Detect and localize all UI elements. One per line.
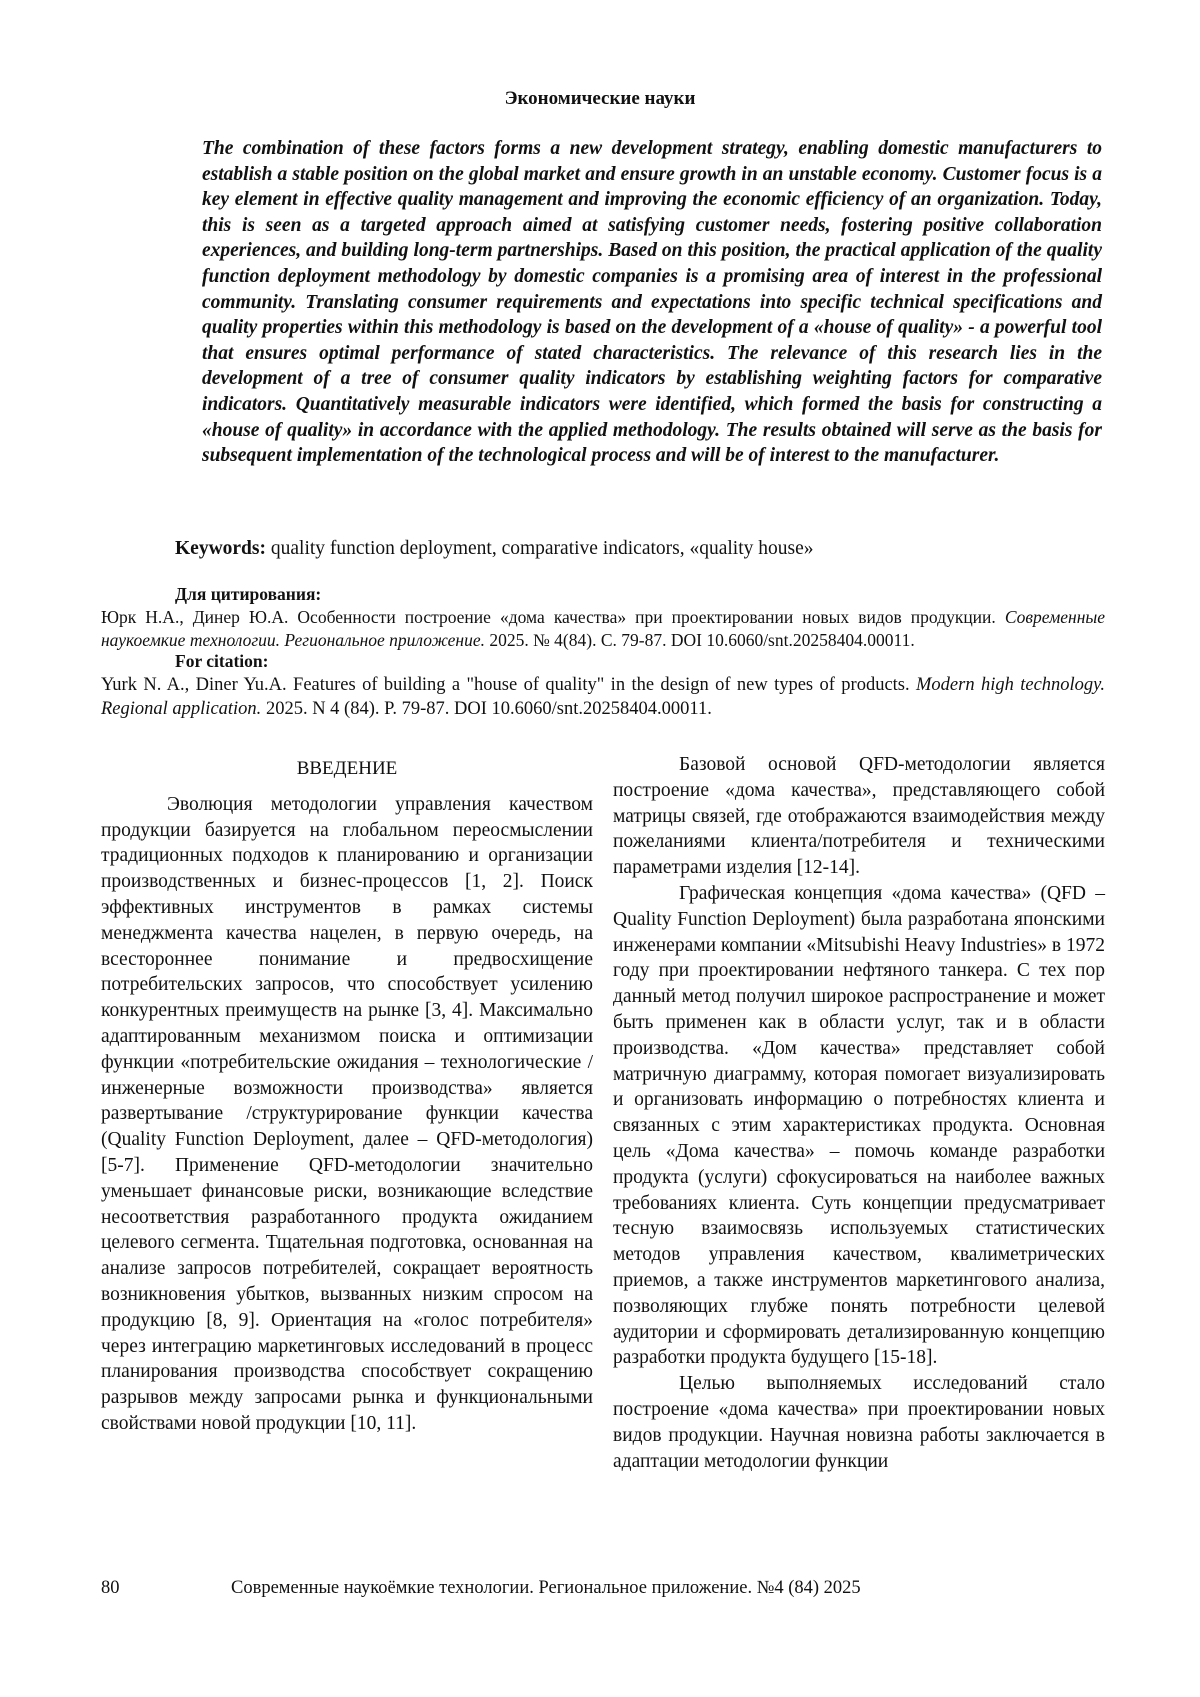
citation-ru-body [101,606,1105,652]
citation-en-heading: For citation: [175,651,269,671]
keywords-label: Keywords: [175,538,266,559]
citation-ru-details: 2025. № 4(84). С. 79-87. DOI 10.6060/snt.20258404.00011. [484,630,915,650]
left-paragraph-1: Эволюция методологии управления качеством продукции базируется на глобальном переосмыслении традиционных подходов к планированию и организации производственных и бизнес-процессов [1, 2]. Поиск эффективных инструментов в рамках системы менеджмента качества нацелен, в первую очередь, на всестороннее понимание и предвосхищение потребительских запросов, что способствует усилению конкурентных преимуществ на рынке [3, 4]. Максимально адаптированным механизмом поиска и оптимизации функции «потребительские ожидания – технологические / инженерные возможности производства» является развертывание /структурирование функции качества (Quality Function Deployment, далее – QFD-методология) [5-7]. Применение QFD-методологии значительно уменьшает финансовые риски, возникающие вследствие несоответствия разработанного продукта ожиданием целевого сегмента. Тщательная подготовка, основанная на анализе запросов потребителей, сокращает вероятность возникновения убытков, вызванных низким спросом на продукцию [8, 9]. Ориентация на «голос потребителя» через интеграцию маркетинговых исследований в процесс планирования производства способствует сокращению разрывов между запросами рынка и функциональными свойствами новой продукции [10, 11]. [101,793,593,1434]
keywords-text: quality function deployment, comparative indicators, «quality house» [270,538,814,559]
page-number: 80 [101,1578,120,1598]
citation-ru [101,583,1105,652]
right-paragraph-1: Базовой основой QFD-методологии является построение «дома качества», представляющего собой матрицы связей, где отображаются взаимодействия между пожеланиями клиента/потребителя и техническими параметрами изделия [12-14]. [613,754,1105,879]
citation-ru-journal: Современные наукоемкие технологии. Региональное приложение. [101,607,1105,650]
citation-en-authors-title: Yurk N. A., Diner Yu.A. Features of building a "house of quality" in the design of new types of products. [101,675,917,695]
left-column [101,752,593,1437]
citation-ru-heading: Для цитирования: [175,584,322,604]
introduction-title: ВВЕДЕНИЕ [296,758,398,779]
citation-en-journal: Modern high technology. Regional application. [101,675,1105,719]
keywords [175,538,1105,560]
right-paragraph-3: Целью выполняемых исследований стало построение «дома качества» при проектировании новых видов продукции. Научная новизна работы заключается в адаптации методологии функции [613,1373,1105,1472]
footer-journal: Современные наукоёмкие технологии. Региональное приложение. №4 (84) 2025 [231,1578,861,1598]
citation-ru-authors-title: Юрк Н.А., Динер Ю.А. Особенности построение «дома качества» при проектировании новых видов продукции. [101,607,1005,627]
abstract-en: The combination of these factors forms a new development strategy, enabling domestic manufacturers to establish a stable position on the global market and ensure growth in an unstable economy. Customer focus is a key element in effective quality management and improving the economic efficiency of an organization. Today, this is seen as a targeted approach aimed at satisfying customer needs, fostering positive collaboration experiences, and building long-term partnerships. Based on this position, the practical application of the quality function deployment methodology by domestic companies is a promising area of interest in the professional community. Translating consumer requirements and expectations into specific technical specifications and quality properties within this methodology is based on the development of a «house of quality» - a powerful tool that ensures optimal performance of stated characteristics. The relevance of this research lies in the development of a tree of consumer quality indicators by establishing weighting factors for comparative indicators. Quantitatively measurable indicators were identified, which formed the basis for constructing a «house of quality» in accordance with the applied methodology. The results obtained will serve as the basis for subsequent implementation of the technological process and will be of interest to the manufacturer. [202,138,1102,467]
citation-en-details: 2025. N 4 (84). P. 79-87. DOI 10.6060/snt.20258404.00011. [261,699,712,719]
section-header: Экономические науки [504,88,696,109]
citation-en [101,650,1105,721]
citation-en-body [101,673,1105,721]
right-column [613,752,1105,1474]
right-paragraph-2: Графическая концепция «дома качества» (QFD – Quality Function Deployment) была разработана японскими инженерами компании «Mitsubishi Heavy Industries» в 1972 году при проектировании нефтяного танкера. С тех пор данный метод получил широкое распространение и может быть применен как в области услуг, так и в области производства. «Дом качества» представляет собой матричную диаграмму, которая помогает визуализировать и организовать информацию о потребностях клиента и связанных с этим характеристиках продукта. Основная цель «Дома качества» – помочь команде разработки продукта (услуги) сфокусироваться на наиболее важных требованиях клиента. Суть концепции предусматривает тесную взаимосвязь используемых статистических методов управления качеством, квалиметрических приемов, а также инструментов маркетингового анализа, позволяющих глубже понять потребности целевой аудитории и сформировать детализированную концепцию разработки продукта будущего [15-18]. [613,882,1105,1369]
